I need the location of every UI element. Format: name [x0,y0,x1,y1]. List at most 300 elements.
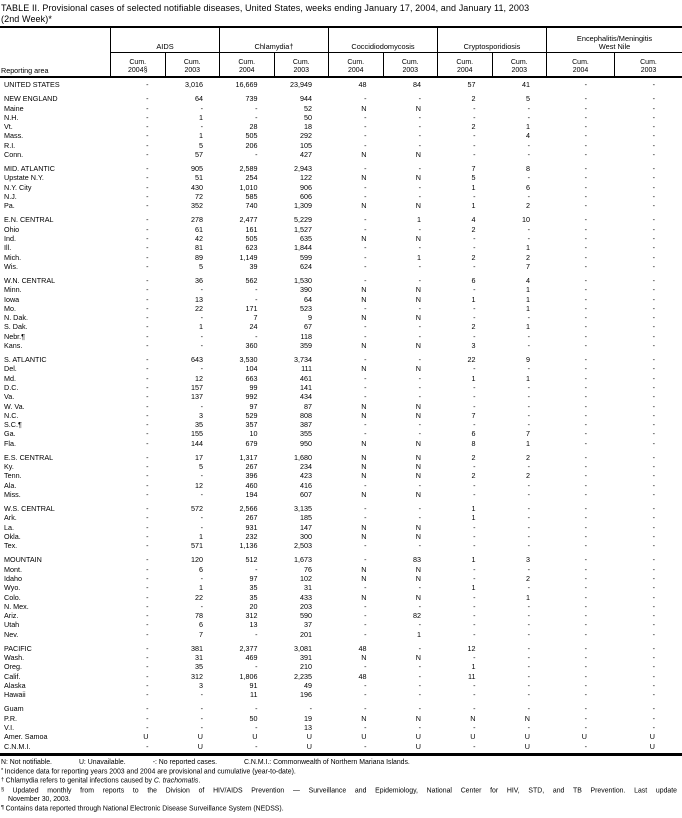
value-cell: 10 [522,215,530,225]
value-cell: - [364,382,367,392]
value-cell: - [364,504,367,514]
table-row [0,723,682,732]
column-group-aids: AIDS [110,28,219,53]
value-cell: - [364,355,367,365]
column-header: Cum. 2004 [437,53,492,76]
value-cell: - [584,513,587,523]
reporting-area-cell: Tenn. [4,471,22,481]
value-cell: - [364,392,367,402]
value-cell: - [146,303,149,313]
value-cell: - [652,620,655,630]
value-cell: 7 [526,429,530,439]
value-cell: - [255,564,258,574]
reporting-area-header: Reporting area [1,66,49,75]
table-row [0,122,682,131]
value-cell: 1 [471,201,476,211]
value-cell: N [415,522,421,532]
value-cell: - [584,401,587,411]
table-row [0,555,682,564]
value-cell: - [146,713,149,723]
value-cell: - [652,541,655,551]
value-cell: - [146,252,149,262]
value-cell: - [652,653,655,663]
value-cell: - [364,112,367,122]
value-cell: - [527,331,530,341]
value-cell: 278 [191,215,203,225]
value-cell: - [146,224,149,234]
reporting-area-cell: P.R. [4,713,18,723]
value-cell: - [418,392,421,402]
value-cell: - [418,303,421,313]
value-cell: - [527,364,530,374]
value-cell: - [527,643,530,653]
value-cell: - [527,191,530,201]
value-cell: - [652,513,655,523]
value-cell: 17 [195,452,203,462]
value-cell: - [364,480,367,490]
value-cell: 72 [195,191,203,201]
value-cell: - [418,140,421,150]
value-cell: - [527,522,530,532]
column-group-row [0,28,682,53]
reporting-area-cell: Ky. [4,462,14,472]
value-cell: 161 [245,224,258,234]
reporting-area-cell: Miss. [4,489,21,499]
column-header: Cum. 2003 [165,53,220,76]
table-row [0,672,682,681]
table-row [0,295,682,304]
value-cell: - [652,471,655,481]
value-cell: - [146,112,149,122]
value-cell: - [364,373,367,383]
value-cell: 203 [300,601,312,611]
value-cell: 22 [195,592,203,602]
value-cell: - [473,261,476,271]
value-cell: - [652,261,655,271]
value-cell: 97 [249,574,258,584]
value-cell: 22 [467,355,476,365]
value-cell: - [527,112,530,122]
value-cell: - [255,704,258,714]
value-cell: - [200,690,203,700]
value-cell: - [146,294,149,304]
value-cell: 23,949 [290,80,312,89]
value-cell: N [415,285,421,295]
value-cell: - [652,704,655,714]
value-cell: N [415,364,421,374]
value-cell: - [418,541,421,551]
value-cell: 267 [245,462,258,472]
value-cell: N [415,471,421,481]
value-cell: - [652,340,655,350]
value-cell: - [146,541,149,551]
value-cell: - [146,574,149,584]
footnotes [0,759,682,814]
value-cell: - [527,233,530,243]
value-cell: 48 [358,80,367,89]
value-cell: 3 [471,340,476,350]
value-cell: - [255,112,258,122]
table-body [0,78,682,751]
table-row [0,374,682,383]
value-cell: 387 [300,420,312,430]
table-row [0,429,682,438]
value-cell: - [200,513,203,523]
value-cell: - [146,629,149,639]
value-cell: - [200,601,203,611]
value-cell: 13 [249,620,258,630]
value-cell: N [415,103,421,113]
value-cell: - [584,201,587,211]
value-cell: - [473,592,476,602]
value-cell: - [652,643,655,653]
table-header [0,26,682,78]
value-cell: U [143,732,149,742]
value-cell: - [364,741,367,751]
value-cell: - [418,723,421,732]
value-cell: 2 [526,574,530,584]
reporting-area-cell: La. [4,522,14,532]
value-cell: - [527,420,530,430]
value-cell: - [584,331,587,341]
value-cell: - [652,364,655,374]
value-cell: N [361,522,367,532]
value-cell: - [652,215,655,225]
value-cell: - [584,429,587,439]
value-cell: 254 [245,173,258,183]
table-row [0,355,682,364]
value-cell: U [524,741,530,751]
value-cell: - [584,122,587,132]
table-title [0,3,682,24]
table-row [0,681,682,690]
value-cell: 1,806 [239,671,258,681]
table-row [0,322,682,331]
reporting-area-cell: W.S. CENTRAL [4,504,55,514]
value-cell: U [524,732,530,742]
value-cell: U [306,732,312,742]
value-cell: - [652,94,655,104]
value-cell: - [473,131,476,141]
value-cell: 81 [195,243,203,253]
value-cell: N [415,462,421,472]
value-cell: - [584,131,587,141]
value-cell: - [418,662,421,672]
value-cell: 49 [304,680,312,690]
value-cell: 1 [417,629,421,639]
value-cell: - [418,94,421,104]
value-cell: - [527,704,530,714]
header-corner [0,28,110,53]
value-cell: - [473,285,476,295]
value-cell: 1 [526,285,530,295]
value-cell: - [584,392,587,402]
value-cell: - [527,680,530,690]
value-cell: 20 [249,601,258,611]
value-cell: - [146,583,149,593]
value-cell: 312 [245,611,258,621]
value-cell: 13 [304,723,312,732]
value-cell: - [364,243,367,253]
value-cell: 35 [249,583,258,593]
value-cell: N [415,452,421,462]
value-cell: 157 [191,382,203,392]
value-cell: - [527,629,530,639]
value-cell: - [584,149,587,159]
table-row [0,141,682,150]
value-cell: - [255,723,258,732]
value-cell: - [584,322,587,332]
reporting-area-cell: Del. [4,364,17,374]
value-cell: - [200,331,203,341]
value-cell: 2 [526,471,530,481]
value-cell: - [652,191,655,201]
reporting-area-cell: Tex. [4,541,18,551]
value-cell: N [361,452,367,462]
legend-item: N: Not notifiable. [1,758,52,766]
value-cell: - [473,480,476,490]
value-cell: 505 [245,131,258,141]
value-cell: 3 [199,680,203,690]
table-row [0,411,682,420]
table-title-line1: TABLE II. Provisional cases of selected notifiable diseases, United States, weeks ending January 17, 2004, and January 11, 2003 [1,3,530,13]
value-cell: - [473,243,476,253]
value-cell: - [652,355,655,365]
value-cell: 2 [471,471,476,481]
table-row [0,574,682,583]
reporting-area-cell: MID. ATLANTIC [4,164,55,174]
value-cell: - [584,713,587,723]
value-cell: 6 [471,276,476,286]
value-cell: 155 [191,429,203,439]
value-cell: 571 [191,541,203,551]
value-cell: 18 [304,122,312,132]
value-cell: 196 [300,690,312,700]
value-cell: 1,680 [294,452,312,462]
value-cell: - [527,410,530,420]
value-cell: 194 [245,489,258,499]
value-cell: - [584,313,587,323]
value-cell: - [418,620,421,630]
value-cell: - [146,182,149,192]
value-cell: - [584,382,587,392]
table-row [0,611,682,620]
reporting-area-cell: Conn. [4,149,24,159]
value-cell: - [527,392,530,402]
value-cell: - [527,513,530,523]
table-row [0,439,682,448]
value-cell: - [584,355,587,365]
value-cell: - [146,80,149,89]
value-cell: - [146,149,149,159]
value-cell: U [470,732,476,742]
value-cell: - [652,322,655,332]
value-cell: 607 [300,489,312,499]
value-cell: - [200,364,203,374]
value-cell: N [415,574,421,584]
value-cell: - [418,583,421,593]
table-row [0,332,682,341]
value-cell: - [146,611,149,621]
value-cell: - [473,522,476,532]
value-cell: 5 [471,173,476,183]
value-cell: - [473,233,476,243]
value-cell: 1 [471,513,476,523]
value-cell: - [527,723,530,732]
footnote-continuation: November 30, 2003. [8,795,71,803]
column-group-encephalitis-meningitis: Encephalitis/Meningitis West Nile [546,28,682,53]
value-cell: 423 [300,471,312,481]
value-cell: 105 [300,140,312,150]
value-cell: 7 [199,629,203,639]
value-cell: 1 [199,131,203,141]
reporting-area-cell: V.I. [4,723,15,732]
column-header: Cum. 2003 [614,53,682,76]
table-row [0,602,682,611]
reporting-area-cell: N.J. [4,191,17,201]
value-cell: - [584,541,587,551]
value-cell: - [364,94,367,104]
value-cell: - [146,513,149,523]
value-cell: - [584,215,587,225]
reporting-area-cell: Ark. [4,513,17,523]
value-cell: - [146,103,149,113]
value-cell: - [584,112,587,122]
value-cell: 3,734 [294,355,312,365]
value-cell: 147 [300,522,312,532]
value-cell: 572 [191,504,203,514]
value-cell: N [415,201,421,211]
value-cell: 210 [300,662,312,672]
value-cell: - [652,285,655,295]
reporting-area-cell: Ala. [4,480,17,490]
table-row [0,383,682,392]
value-cell: N [361,149,367,159]
value-cell: N [361,438,367,448]
value-cell: 740 [245,201,258,211]
value-cell: U [649,741,655,751]
value-cell: - [146,564,149,574]
value-cell: - [200,471,203,481]
reporting-area-cell: Nev. [4,629,19,639]
value-cell: 1,136 [239,541,258,551]
value-cell: - [584,252,587,262]
value-cell: 460 [245,480,258,490]
value-cell: - [527,401,530,411]
value-cell: 461 [300,373,312,383]
value-cell: N [415,401,421,411]
value-cell: - [652,680,655,690]
value-cell: - [418,373,421,383]
value-cell: - [418,276,421,286]
value-cell: 1 [471,373,476,383]
value-cell: - [584,704,587,714]
value-cell: - [418,643,421,653]
table-row [0,276,682,285]
value-cell: - [652,224,655,234]
value-cell: 6 [199,564,203,574]
value-cell: 7 [471,164,476,174]
value-cell: - [652,574,655,584]
value-cell: 12 [195,373,203,383]
value-cell: - [255,285,258,295]
value-cell: N [470,713,476,723]
table-row [0,402,682,411]
value-cell: 585 [245,191,258,201]
value-cell: - [364,224,367,234]
value-cell: - [418,191,421,201]
value-cell: 8 [471,438,476,448]
value-cell: 359 [300,340,312,350]
value-cell: 67 [304,322,312,332]
column-header: Cum. 2003 [492,53,547,76]
value-cell: 2 [526,201,530,211]
value-cell: - [584,592,587,602]
footnote: * Incidence data for reporting years 2003 and 2004 are provisional and cumulative (year-to-date). [1,767,296,776]
value-cell: N [361,531,367,541]
value-cell: - [584,410,587,420]
reporting-area-cell: Utah [4,620,20,630]
value-cell: - [527,140,530,150]
table-row [0,742,682,751]
value-cell: 1,149 [239,252,258,262]
value-cell: 469 [245,653,258,663]
reporting-area-cell: Md. [4,373,16,383]
value-cell: 906 [300,182,312,192]
reporting-area-cell: MOUNTAIN [4,555,42,565]
value-cell: N [361,489,367,499]
value-cell: N [415,173,421,183]
value-cell: - [473,541,476,551]
reporting-area-cell: Wis. [4,261,18,271]
value-cell: - [584,303,587,313]
value-cell: - [146,471,149,481]
value-cell: N [415,438,421,448]
value-cell: N [361,471,367,481]
value-cell: - [418,331,421,341]
value-cell: - [652,373,655,383]
value-cell: - [364,690,367,700]
value-cell: - [527,662,530,672]
value-cell: - [473,462,476,472]
value-cell: - [527,611,530,621]
value-cell: - [652,452,655,462]
value-cell: - [652,80,655,89]
value-cell: N [524,713,530,723]
table-row [0,732,682,741]
table-row [0,662,682,671]
value-cell: 206 [245,140,258,150]
value-cell: - [200,313,203,323]
table-row [0,532,682,541]
value-cell: 2,235 [294,671,312,681]
value-cell: - [652,173,655,183]
reporting-area-cell: UNITED STATES [4,80,60,89]
value-cell: - [146,643,149,653]
value-cell: 357 [245,420,258,430]
value-cell: - [584,243,587,253]
value-cell: - [200,103,203,113]
reporting-area-cell: Mich. [4,252,22,262]
value-cell: - [146,420,149,430]
value-cell: 50 [304,112,312,122]
value-cell: 201 [300,629,312,639]
value-cell: - [146,331,149,341]
value-cell: - [652,392,655,402]
value-cell: - [146,276,149,286]
column-header-row [0,53,682,76]
reporting-area-cell: W.N. CENTRAL [4,276,56,286]
